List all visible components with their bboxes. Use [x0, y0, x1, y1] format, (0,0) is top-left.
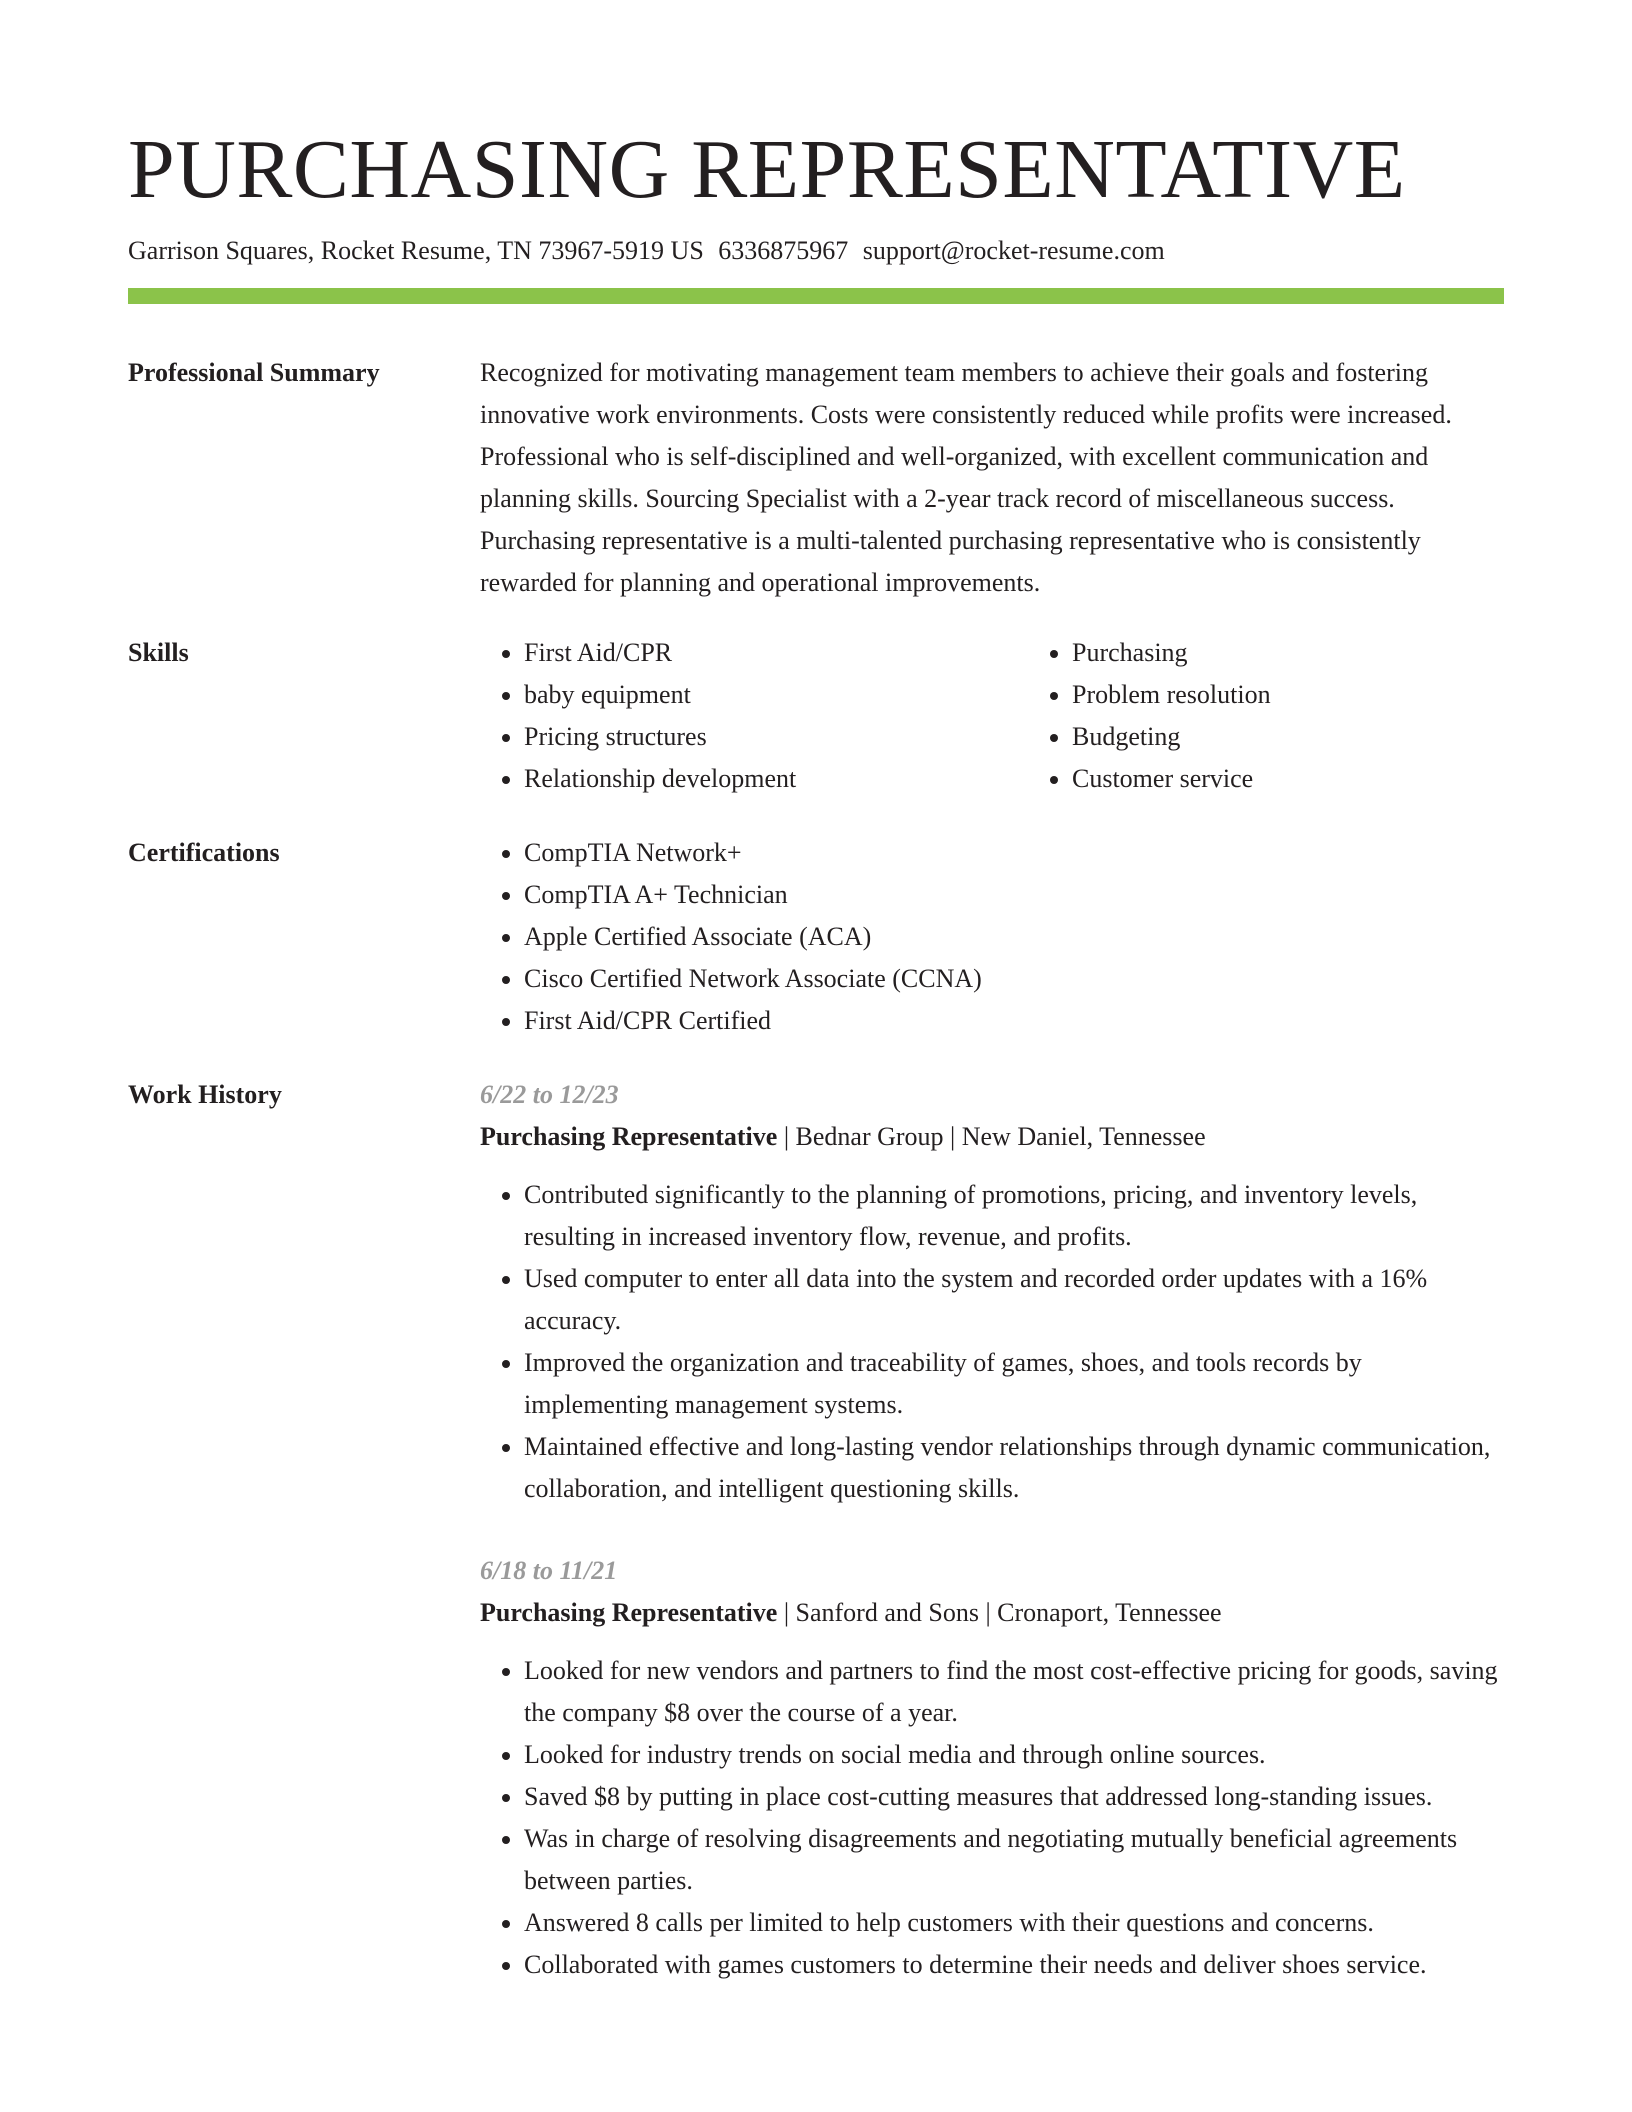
job-dates: 6/22 to 12/23 — [480, 1080, 619, 1109]
job-entry — [480, 1550, 1504, 1986]
skill-item: • Purchasing — [1072, 632, 1576, 674]
resume-page — [128, 0, 1504, 1986]
job-employer: | Sanford and Sons | Cronaport, Tennessee — [777, 1598, 1222, 1627]
certifications-section — [128, 832, 1504, 1042]
contact-phone: 6336875967 — [718, 236, 849, 265]
job-bullets — [480, 1650, 1504, 1986]
job-bullet: • Maintained effective and long-lasting vendor relationships through dynamic communication, collaboration, and intelligent questioning skills. — [524, 1426, 1504, 1510]
certification-item: • CompTIA A+ Technician — [524, 874, 1504, 916]
skill-item: • First Aid/CPR — [524, 632, 1028, 674]
section-title: Skills — [128, 638, 189, 667]
job-bullet: • Improved the organization and traceability of games, shoes, and tools records by implementing management systems. — [524, 1342, 1504, 1426]
skills-section — [128, 632, 1504, 800]
job-bullet: • Contributed significantly to the planning of promotions, pricing, and inventory levels, resulting in increased inventory flow, revenue, and profits. — [524, 1174, 1504, 1258]
job-role: Purchasing Representative — [480, 1598, 778, 1627]
section-title: Work History — [128, 1080, 282, 1109]
skill-item: • Pricing structures — [524, 716, 1028, 758]
work-history-body — [480, 1074, 1504, 1986]
job-bullet: • Collaborated with games customers to determine their needs and deliver shoes service. — [524, 1944, 1504, 1986]
summary-text: Recognized for motivating management team members to achieve their goals and fostering innovative work environments. Costs were consistently reduced while profits were increased. Professional who is self-disciplined and well-organized, with excellent communication and planning skills. Sourcing Specialist with a 2-year track record of miscellaneous success. Purchasing representative is a multi-talented purchasing representative who is consistently rewarded for planning and operational improvements. — [480, 358, 1452, 597]
job-bullet: • Used computer to enter all data into the system and recorded order updates with a 16% accuracy. — [524, 1258, 1504, 1342]
certifications-body — [480, 832, 1504, 1042]
job-title-line — [480, 1116, 1504, 1158]
job-bullet: • Looked for industry trends on social media and through online sources. — [524, 1734, 1504, 1776]
skills-body — [480, 632, 1576, 800]
job-entry — [480, 1074, 1504, 1510]
resume-name: PURCHASING REPRESENTATIVE — [128, 123, 1406, 216]
section-title: Professional Summary — [128, 358, 380, 387]
section-title: Certifications — [128, 838, 280, 867]
skills-columns — [480, 632, 1576, 800]
contact-email[interactable]: support@rocket-resume.com — [862, 236, 1165, 265]
certification-item: • CompTIA Network+ — [524, 832, 1504, 874]
job-employer: | Bednar Group | New Daniel, Tennessee — [777, 1122, 1206, 1151]
job-bullet: • Was in charge of resolving disagreements and negotiating mutually beneficial agreements between parties. — [524, 1818, 1504, 1902]
certification-item: • Apple Certified Associate (ACA) — [524, 916, 1504, 958]
skill-item: • Customer service — [1072, 758, 1576, 800]
job-bullet: • Answered 8 calls per limited to help customers with their questions and concerns. — [524, 1902, 1504, 1944]
contact-address: Garrison Squares, Rocket Resume, TN 73967-5919 US — [128, 236, 704, 265]
job-title-line — [480, 1592, 1504, 1634]
work-history-section — [128, 1074, 1504, 1986]
skills-list-left — [480, 632, 1028, 800]
skill-item: • Relationship development — [524, 758, 1028, 800]
skill-item: • baby equipment — [524, 674, 1028, 716]
certification-item: • Cisco Certified Network Associate (CCNA) — [524, 958, 1504, 1000]
summary-section — [128, 352, 1504, 604]
summary-body — [480, 352, 1504, 604]
certification-item: • First Aid/CPR Certified — [524, 1000, 1504, 1042]
skills-list-right — [1028, 632, 1576, 800]
header-divider — [128, 288, 1504, 304]
job-bullets — [480, 1174, 1504, 1510]
skill-item: • Problem resolution — [1072, 674, 1576, 716]
contact-line — [128, 233, 1504, 269]
job-bullet: • Saved $8 by putting in place cost-cutting measures that addressed long-standing issues. — [524, 1776, 1504, 1818]
certifications-list — [480, 832, 1504, 1042]
job-dates: 6/18 to 11/21 — [480, 1556, 618, 1585]
skill-item: • Budgeting — [1072, 716, 1576, 758]
job-role: Purchasing Representative — [480, 1122, 778, 1151]
job-bullet: • Looked for new vendors and partners to find the most cost-effective pricing for goods, saving the company $8 over the course of a year. — [524, 1650, 1504, 1734]
